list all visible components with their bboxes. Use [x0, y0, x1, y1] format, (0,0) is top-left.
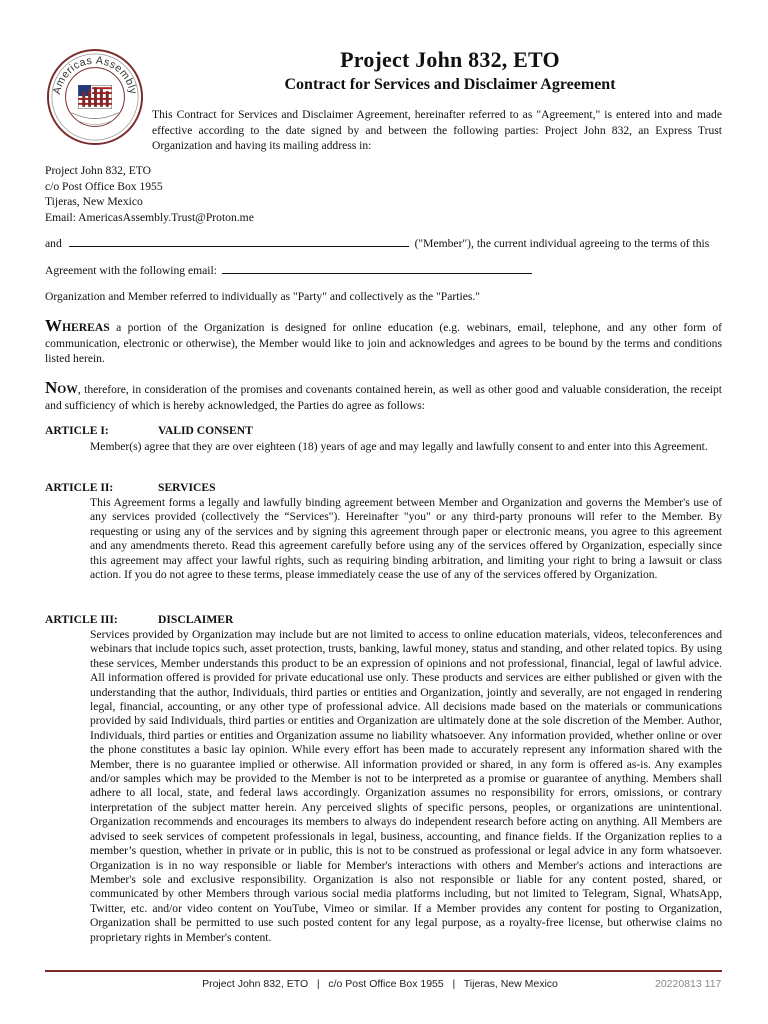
article-title: DISCLAIMER — [158, 613, 234, 626]
member-name-row — [45, 235, 709, 250]
article-heading — [45, 613, 233, 626]
member-email-row — [45, 262, 532, 277]
whereas-lead-letter: W — [45, 316, 62, 335]
whereas-clause — [45, 318, 722, 367]
article-title: VALID CONSENT — [158, 424, 253, 437]
article-title: SERVICES — [158, 481, 216, 494]
now-lead-rest: OW — [57, 383, 78, 396]
article-number: ARTICLE II: — [45, 481, 114, 494]
address-email: Email: AmericasAssembly.Trust@Proton.me — [45, 210, 254, 224]
article-number: ARTICLE I: — [45, 424, 109, 437]
address-line: Tijeras, New Mexico — [45, 195, 143, 208]
document-title: Project John 832, ETO — [340, 47, 560, 72]
intro-paragraph: This Contract for Services and Disclaimer Agreement, hereinafter referred to as "Agreement," is entered into and made effective according to the date signed by and between the following parties: Project John 832, an Express Trust Organization and having its mailing address in: — [152, 108, 722, 152]
address-line: c/o Post Office Box 1955 — [45, 179, 163, 193]
now-clause — [45, 380, 722, 413]
article-number: ARTICLE III: — [45, 613, 118, 626]
document-subtitle: Contract for Services and Disclaimer Agreement — [284, 76, 616, 93]
parties-definition: Organization and Member referred to individually as "Party" and collectively as the "Parties." — [45, 290, 480, 303]
and-label: and — [45, 237, 62, 250]
article-heading — [45, 424, 253, 437]
whereas-text: a portion of the Organization is designed for online education (e.g. webinars, email, telephone, and any other form of communication, electronic or otherwise), the Member would like to join and acknowledges and agrees to be bound by the terms and conditions listed herein. — [45, 321, 722, 365]
article-body: This Agreement forms a legally and lawfully binding agreement between Member and Organization and governs the Member's use of any services provided (collectively the “Services"). Hereinafter "you" or any third-party pronouns will refer to the Member. By requesting or using any of the services and by signing this agreement through paper or electronic means, you agree to this agreement and any amendments thereto. Read this agreement carefully before using any of the services offered by Organization, especially since this agreement may affect your lawful rights, such as requiring binding arbitration, and limiting your right to bring a lawsuit or class action. If you do not agree to these terms, please immediately cease the use of any of the services offered by Organization. — [90, 496, 722, 582]
email-label: Agreement with the following email: — [45, 264, 217, 277]
footer-code: 20220813 117 — [655, 978, 722, 990]
mailing-address — [45, 163, 254, 225]
address-line: Project John 832, ETO — [45, 164, 152, 177]
americas-assembly-seal — [46, 48, 144, 146]
footer-divider — [45, 970, 722, 972]
member-text: ("Member"), the current individual agreeing to the terms of this — [414, 237, 710, 250]
flag-icon — [78, 85, 111, 109]
now-lead-letter: N — [45, 378, 58, 397]
member-email-blank[interactable] — [222, 262, 532, 274]
article-heading — [45, 481, 216, 494]
footer-text: Project John 832, ETO | c/o Post Office Box 1955 | Tijeras, New Mexico — [202, 978, 558, 990]
article-body: Services provided by Organization may include but are not limited to access to online education materials, videos, teleconferences and webinars that include topics such, asset protection, trusts, banking, lawful money, status and standing, and other related topics. By using these services, Member understands this product to be an expression of opinions and not professional, financial, legal of lawful advice. All information offered is provided for private educational use only. These products and services are either published or given with the understanding that the author, Individuals, third parties or entities and Organization, jointly and severally, are not engaged in rendering legal, financial, accounting, or any other type of professional advice. All decisions made based on the materials or communications provided by said Individuals, third parties or entities and Organization are ultimately done at the sole discretion of the Member. Author, Individuals, third parties or entities and Organization assume no liability whatsoever. Any information provided, whether online or over the phone constitutes a basic lay opinion. While every effort has been made to accurately represent any information shared with the Member, there is no guarantee implied or otherwise. All information provided or shared, in any form is offered as-is. Any examples and/or samples which may be provided to the Member is not to be interpreted as a promise or guarantee of anything. Members shall adhere to all local, state, and federal laws accordingly. Organization assumes no responsibility for errors, omissions, or contrary interpretation of the subject matter herein. Any perceived slights of specific persons, peoples, or organizations are unintentional. Organization recommends and encourages its members to always do independent research before acting on anything. All Members are advised to seek services of competent professionals in legal, business, accounting, and finance fields. If the Organization replies to a member’s question, whether in private or in public, this is not to be construed as professional or legal advice in any form whatsoever. Organization is in no way responsible or liable for Member's interactions with others and Member's actions and interactions are Member's sole and exclusive responsibility. Organization is also not responsible or liable for any content posted, shared, or communicated by other Members through various social media platforms including, but not limited to Telegram, Signal, WhatsApp, Twitter, etc. and/or video content on YouTube, Vimeo or similar. If a Member provides any content for posting to Organization, Organization shall be permitted to use such posted content for any legal purpose, as a royalty-free license, but otherwise claims no proprietary rights in Member's content. — [90, 628, 722, 944]
article-body: Member(s) agree that they are over eighteen (18) years of age and may legally and lawfully consent to and enter into this Agreement. — [90, 440, 708, 453]
whereas-lead-rest: HEREAS — [62, 321, 110, 334]
now-text: , therefore, in consideration of the promises and covenants contained herein, as well as other good and valuable consideration, the receipt and sufficiency of which is hereby acknowledged, the Parties do agree as follows: — [45, 383, 722, 412]
seal-ring-text: Americas Assembly — [50, 54, 139, 96]
member-name-blank[interactable] — [69, 235, 409, 247]
